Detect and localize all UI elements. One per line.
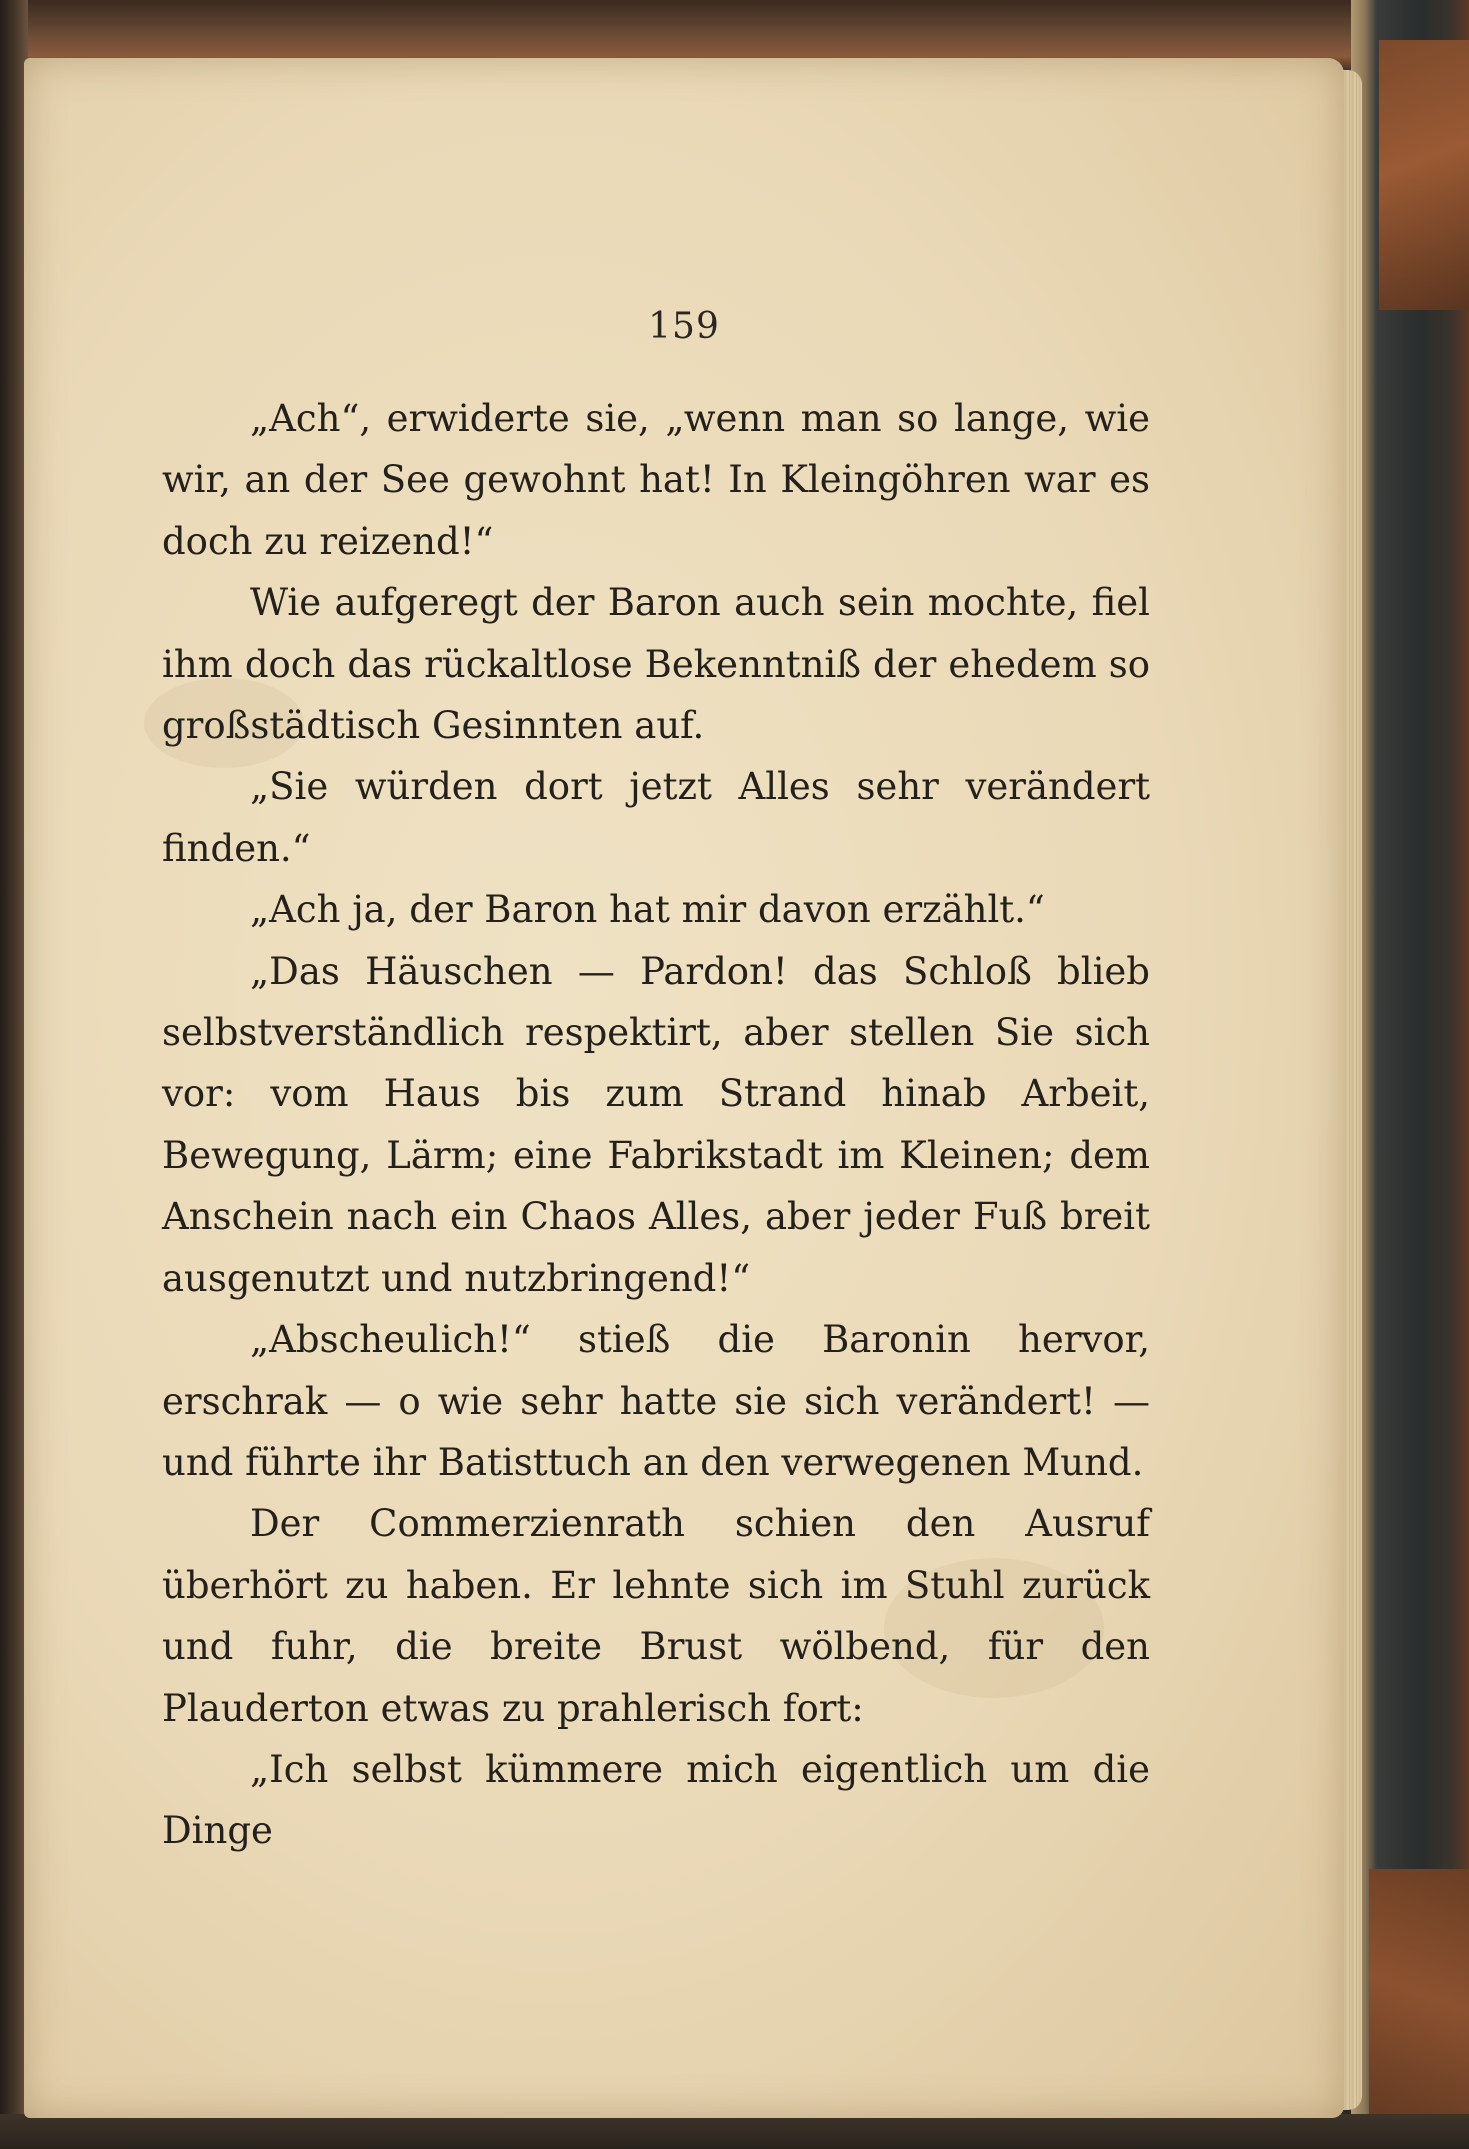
paragraph: Wie aufgeregt der Baron auch sein mochte, fiel ihm doch das rückaltlose Bekenntniß der ehedem so großstädtisch Gesinnten auf. [162, 581, 1150, 748]
paragraph: Der Commerzienrath schien den Ausruf überhört zu haben. Er lehnte sich im Stuhl zurück und fuhr, die breite Brust wölbend, für den Plauderton etwas zu prahlerisch fort: [162, 1502, 1150, 1730]
book-page [24, 58, 1344, 2118]
paragraph: „Sie würden dort jetzt Alles sehr verändert finden.“ [162, 765, 1150, 870]
page-number: 159 [648, 306, 720, 347]
paragraph: „Abscheulich!“ stieß die Baronin hervor, erschrak — o wie sehr hatte sie sich verändert! — und führte ihr Batisttuch an den verwegenen Mund. [162, 1318, 1150, 1484]
book-binding-right [1351, 0, 1469, 2149]
body-text [162, 388, 1150, 1862]
paragraph: „Das Häuschen — Pardon! das Schloß blieb selbstverständlich respektirt, aber stellen Sie sich vor: vom Haus bis zum Strand hinab Arbeit, Bewegung, Lärm; eine Fabrikstadt im Kleinen; dem Anschein nach ein Chaos Alles, aber jeder Fuß breit ausgenutzt und nutzbringend!“ [162, 949, 1150, 1300]
paragraph: „Ach“, erwiderte sie, „wenn man so lange, wie wir, an der See gewohnt hat! In Kleingöhren war es doch zu reizend!“ [162, 397, 1150, 563]
paragraph: „Ich selbst kümmere mich eigentlich um die Dinge [162, 1747, 1150, 1853]
leather-corner-top [1379, 40, 1469, 310]
paragraph: „Ach ja, der Baron hat mir davon erzählt.“ [250, 888, 1045, 932]
book-bottom-edge [0, 2114, 1469, 2149]
leather-corner-bottom [1369, 1869, 1469, 2149]
